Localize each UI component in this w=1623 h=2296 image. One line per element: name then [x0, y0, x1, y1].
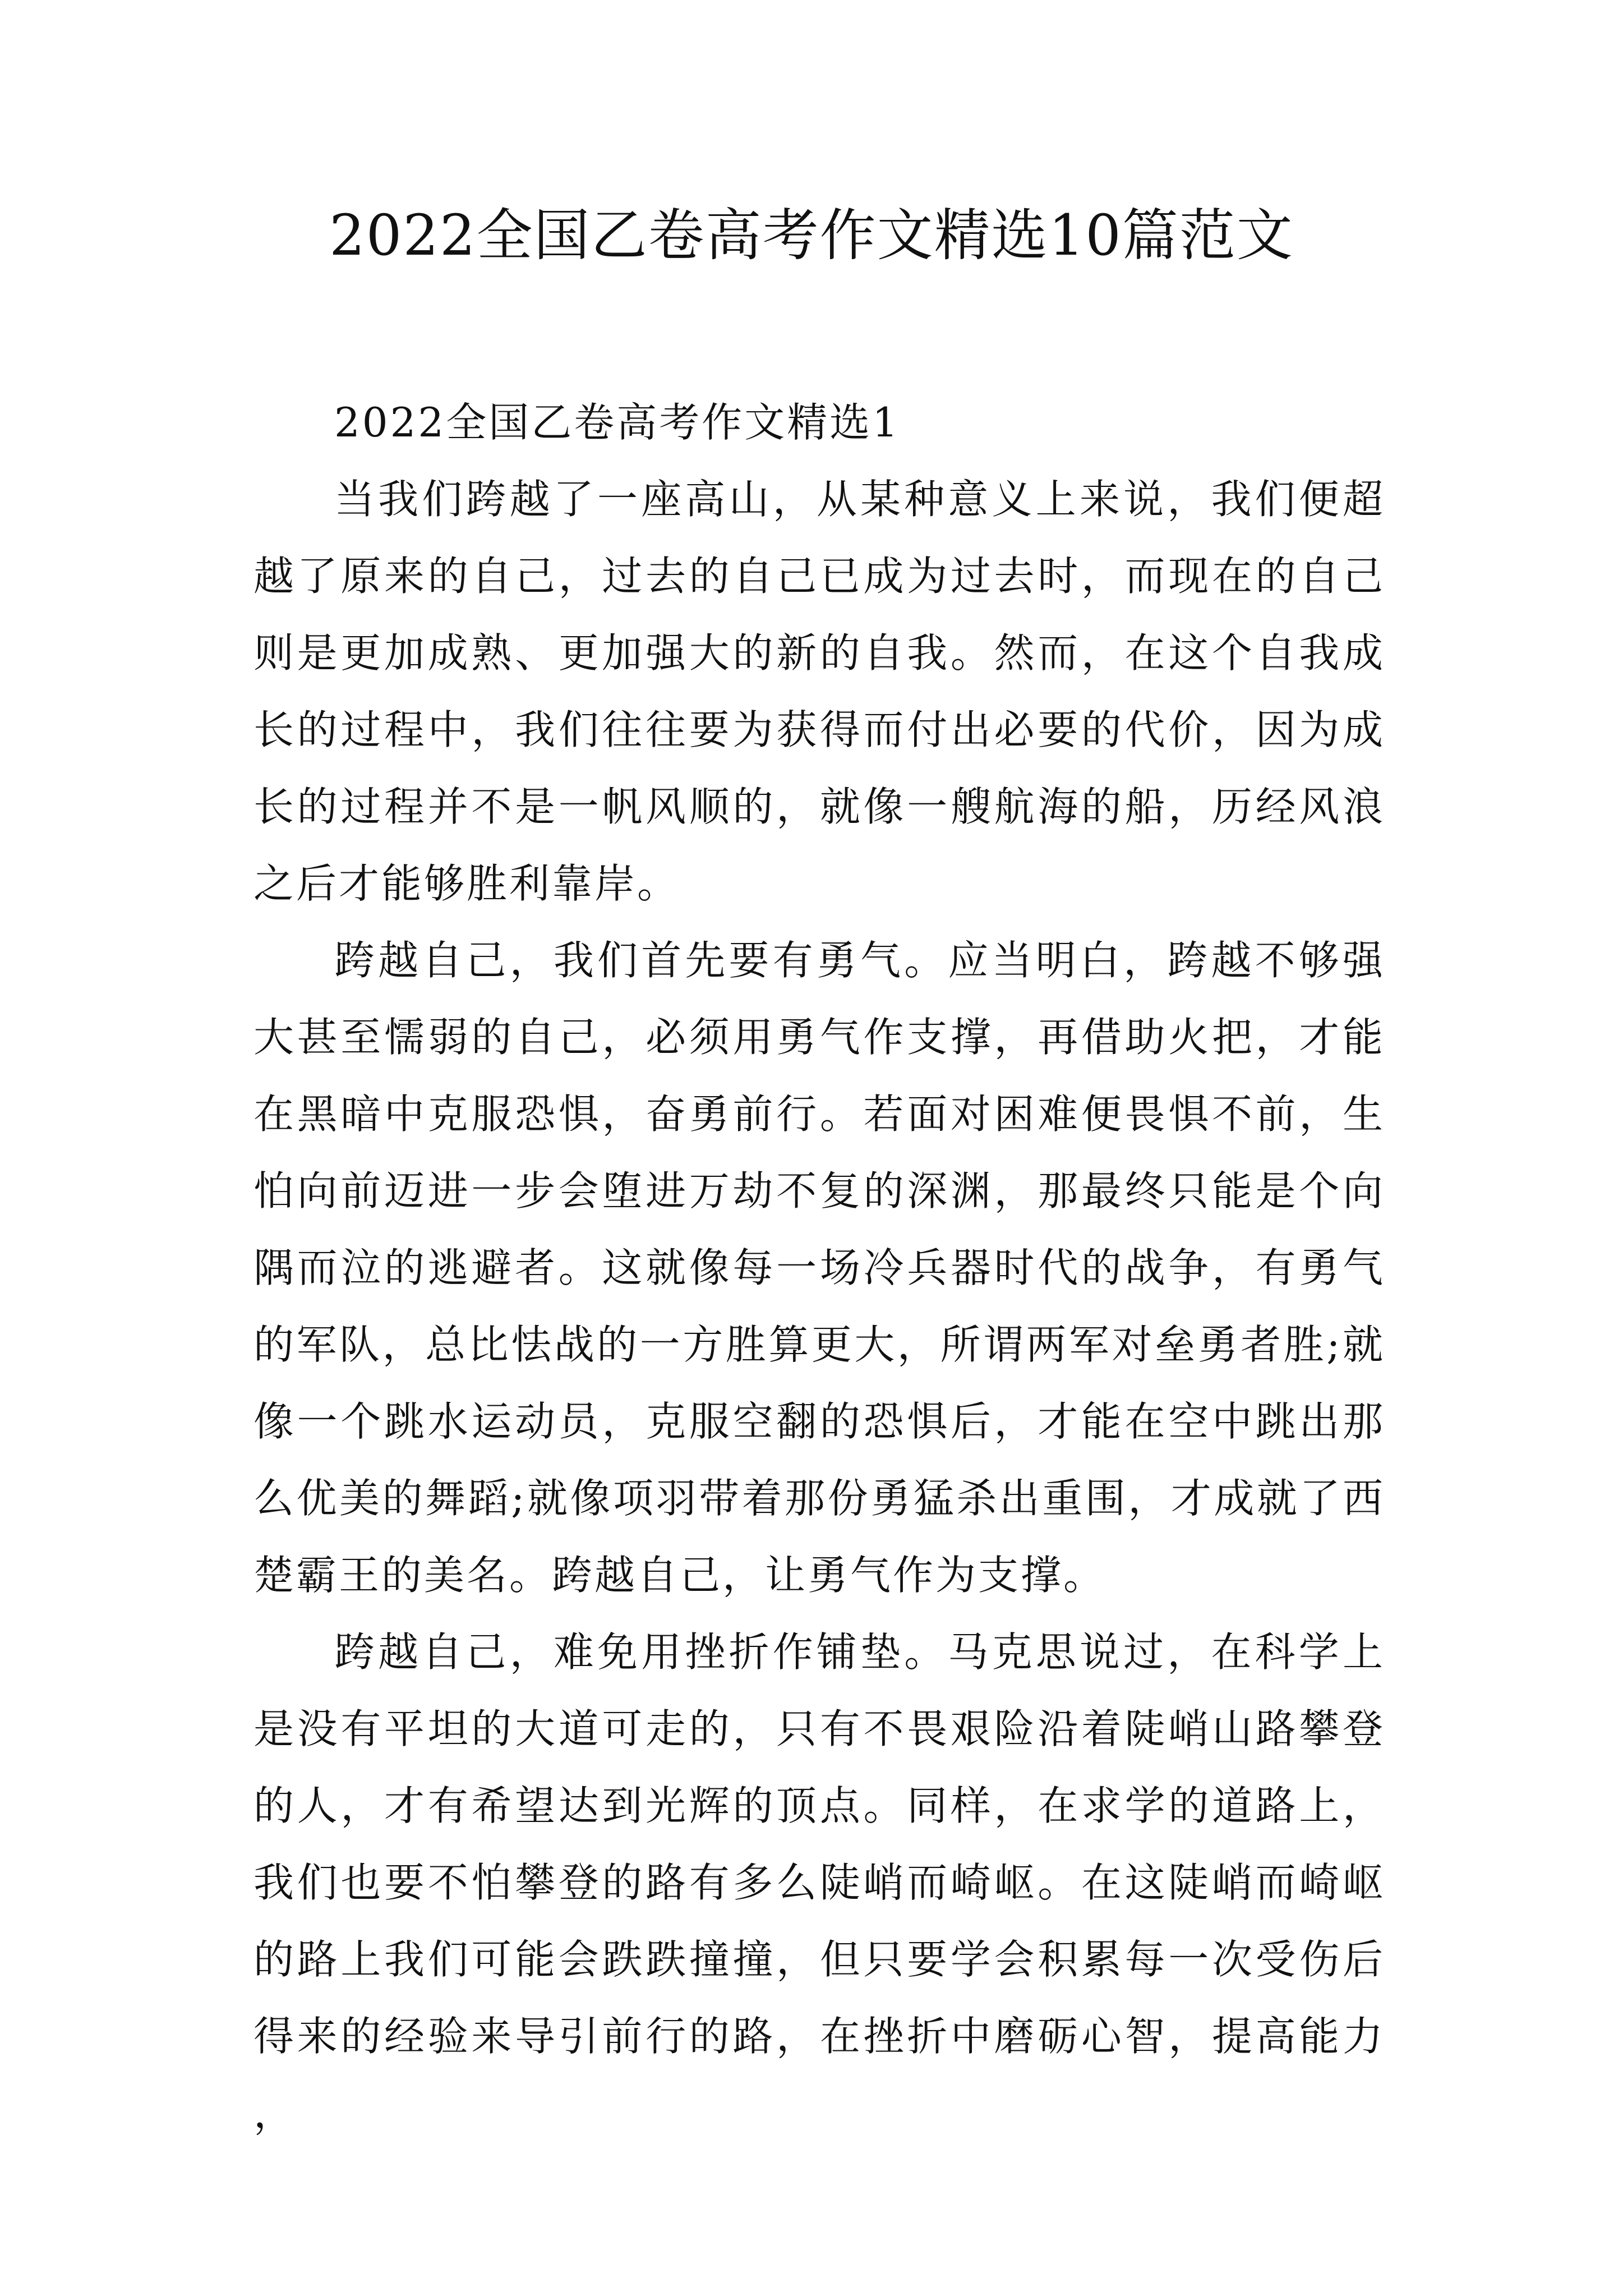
section-heading: 2022全国乙卷高考作文精选1 — [334, 399, 901, 446]
paragraph-3: 跨越自己，难免用挫折作铺垫。马克思说过，在科学上是没有平坦的大道可走的，只有不畏艰险沿着陡峭山路攀登的人，才有希望达到光辉的顶点。同样，在求学的道路上，我们也要不怕攀登的路有多么陡峭而崎岖。在这陡峭而崎岖的路上我们可能会跌跌撞撞，但只要学会积累每一次受伤后得来的经验来导引前行的路，在挫折中磨砺心智，提高能力， — [253, 1628, 1385, 2137]
document-title: 2022全国乙卷高考作文精选10篇范文 — [329, 203, 1294, 268]
paragraph-1: 当我们跨越了一座高山，从某种意义上来说，我们便超越了原来的自己，过去的自己已成为过去时，而现在的自己则是更加成熟、更加强大的新的自我。然而，在这个自我成长的过程中，我们往往要为获得而付出必要的代价，因为成长的过程并不是一帆风顺的，就像一艘航海的船，历经风浪之后才能够胜利靠岸。 — [253, 476, 1385, 907]
paragraph-2: 跨越自己，我们首先要有勇气。应当明白，跨越不够强大甚至懦弱的自己，必须用勇气作支撑，再借助火把，才能在黑暗中克服恐惧，奋勇前行。若面对困难便畏惧不前，生怕向前迈进一步会堕进万劫不复的深渊，那最终只能是个向隅而泣的逃避者。这就像每一场冷兵器时代的战争，有勇气的军队，总比怯战的一方胜算更大，所谓两军对垒勇者胜;就像一个跳水运动员，克服空翻的恐惧后，才能在空中跳出那么优美的舞蹈;就像项羽带着那份勇猛杀出重围，才成就了西楚霸王的美名。跨越自己，让勇气作为支撑。 — [253, 937, 1385, 1599]
document-body — [253, 384, 1385, 2152]
